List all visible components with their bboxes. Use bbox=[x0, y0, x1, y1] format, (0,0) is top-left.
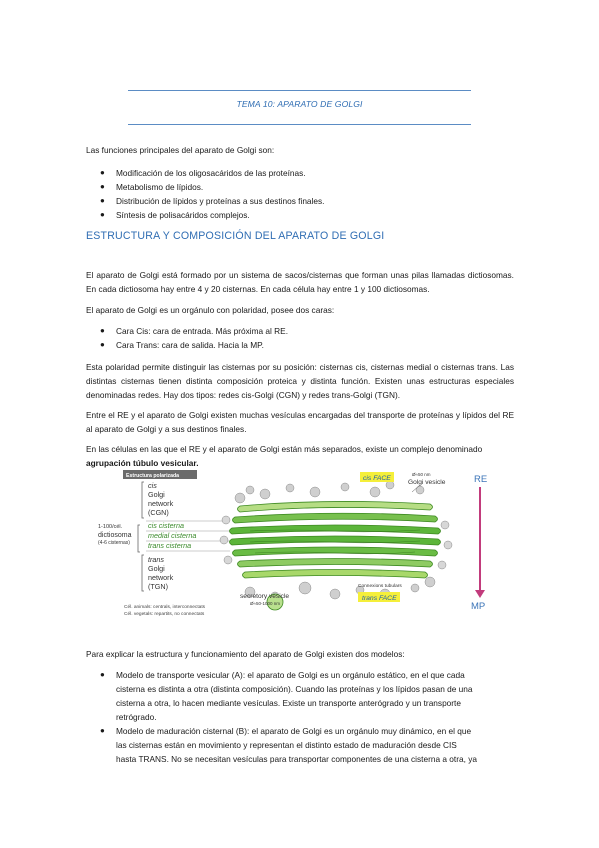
paragraph-vesicles: Entre el RE y el aparato de Golgi existen muchas vesículas encargadas del transporte de proteínas y lípidos del RE al aparato de Golgi y a sus destinos finales. bbox=[86, 410, 514, 434]
note-vegetal: Cél. vegetals: repartits, no connectats bbox=[124, 612, 205, 617]
list-item: ● Cara Cis: cara de entrada. Más próxima al RE. bbox=[100, 326, 288, 336]
arrow-head-icon bbox=[475, 590, 485, 598]
paragraph-tubulovesicular bbox=[86, 442, 514, 470]
model-line: Modelo de maduración cisternal (B): el aparato de Golgi es un orgánulo muy dinámico, en el que bbox=[116, 726, 472, 736]
title-rule-bottom bbox=[128, 124, 471, 125]
intro-text: Las funciones principales del aparato de Golgi son: bbox=[86, 145, 275, 155]
faces-list bbox=[82, 324, 510, 352]
bullet-icon: ● bbox=[100, 196, 105, 205]
paragraph-cisternae: Esta polaridad permite distinguir las cisternas por su posición: cisternas cis, cisternas medial o cisternas trans. Las distintas cisternas tienen distinta composición proteica y distinta función. Existen unas estructuras especiales denominadas redes. Hay dos tipos: redes cis-Golgi (CGN) y redes trans-Golgi (TGN). bbox=[86, 362, 514, 400]
medial-cisterna-label: medial cisterna bbox=[148, 531, 197, 540]
golgi-label: Golgi bbox=[148, 564, 165, 573]
network-label: network bbox=[148, 573, 174, 582]
note-animal: Cél. animals: centrals, interconnectats bbox=[124, 605, 206, 610]
bullet-icon: ● bbox=[100, 726, 105, 735]
bullet-icon: ● bbox=[100, 326, 105, 335]
list-item bbox=[82, 668, 522, 724]
bullet-icon: ● bbox=[100, 210, 105, 219]
paragraph-line-bold: agrupación túbulo vesicular. bbox=[86, 458, 199, 468]
title-rule-top bbox=[128, 90, 471, 91]
trans-cisterna-label: trans cisterna bbox=[148, 541, 192, 550]
list-item bbox=[82, 724, 522, 766]
page-title: TEMA 10: APARATO DE GOLGI bbox=[236, 99, 363, 109]
paragraph-line: En las células en las que el RE y el aparato de Golgi están más separados, existe un complejo denominado bbox=[86, 444, 483, 454]
bullet-icon: ● bbox=[100, 182, 105, 191]
golgi-diagram bbox=[90, 470, 510, 625]
list-item: ● Modificación de los oligosacáridos de las proteínas. bbox=[100, 168, 306, 178]
cgn-label: (CGN) bbox=[148, 508, 169, 517]
secretory-vesicle-label: secretory vesicle bbox=[240, 593, 290, 600]
bullet-icon: ● bbox=[100, 670, 105, 679]
secretory-size-label: Ø≈50-1000 nm bbox=[250, 601, 280, 606]
list-item: ● Metabolismo de lípidos. bbox=[100, 182, 204, 192]
list-item: ● Síntesis de polisacáridos complejos. bbox=[100, 210, 250, 220]
model-line: Modelo de transporte vesicular (A): el aparato de Golgi es un orgánulo estático, en el que cada bbox=[116, 670, 465, 680]
dictiosoma-sub: (4-6 cisternas) bbox=[98, 540, 130, 546]
model-line: hasta TRANS. No se necesitan vesículas para transportar componentes de una cisterna a otra, ya bbox=[116, 754, 477, 764]
dictiosoma-bracket bbox=[138, 525, 140, 552]
golgi-figure bbox=[90, 470, 510, 625]
model-line: las cisternas están en movimiento y representan el distinto estado de maduración desde CIS bbox=[116, 740, 457, 750]
golgi-vesicle-label: Golgi vesicle bbox=[408, 479, 446, 486]
model-line: cisterna es distinta a otra (distinta composición). Cuando las proteínas y los lípidos pasan de una bbox=[116, 684, 473, 694]
paragraph-polarity: El aparato de Golgi es un orgánulo con polaridad, posee dos caras: bbox=[86, 305, 335, 315]
connexions-label: Connexions tubulars bbox=[358, 584, 402, 589]
tgn-label: (TGN) bbox=[148, 582, 168, 591]
golgi-label: Golgi bbox=[148, 490, 165, 499]
bullet-icon: ● bbox=[100, 168, 105, 177]
golgi-stack bbox=[220, 481, 452, 600]
box-title: Estructura polarizada bbox=[126, 473, 180, 479]
models-list bbox=[82, 668, 522, 766]
mp-label: MP bbox=[471, 601, 486, 612]
functions-list bbox=[82, 166, 522, 222]
network-label: network bbox=[148, 499, 174, 508]
dictiosoma-count: 1-100/cél. bbox=[98, 524, 123, 530]
model-line: retrógrado. bbox=[116, 712, 157, 722]
bullet-icon: ● bbox=[100, 340, 105, 349]
trans-bracket bbox=[142, 555, 144, 591]
cis-bracket bbox=[142, 482, 144, 518]
trans-face-label: trans FACE bbox=[362, 595, 397, 602]
model-line: cisterna a otra, lo hacen mediante vesículas. Existe un transporte anterógrado y un transporte bbox=[116, 698, 461, 708]
paragraph-structure: El aparato de Golgi está formado por un sistema de sacos/cisternas que forman unas pilas llamadas dictiosomas. En cada dictiosoma hay entre 4 y 20 cisternas. En cada célula hay entre 1 y 100 dictiosomas. bbox=[86, 270, 514, 294]
cis-face-label: cis FACE bbox=[363, 475, 391, 482]
paragraph-models: Para explicar la estructura y funcionamiento del aparato de Golgi existen dos modelos: bbox=[86, 649, 405, 659]
section-heading: ESTRUCTURA Y COMPOSICIÓN DEL APARATO DE GOLGI bbox=[86, 230, 385, 242]
list-item: ● Distribución de lípidos y proteínas a sus destinos finales. bbox=[100, 196, 325, 206]
re-label: RE bbox=[474, 474, 488, 485]
trans-label: trans bbox=[148, 555, 164, 564]
golgi-vesicle-size: Ø≈50 nm bbox=[412, 472, 431, 477]
cis-label: cis bbox=[148, 481, 157, 490]
dictiosoma-label: dictiosoma bbox=[98, 532, 132, 539]
list-item: ● Cara Trans: cara de salida. Hacia la MP. bbox=[100, 340, 264, 350]
cis-cisterna-label: cis cisterna bbox=[148, 521, 184, 530]
